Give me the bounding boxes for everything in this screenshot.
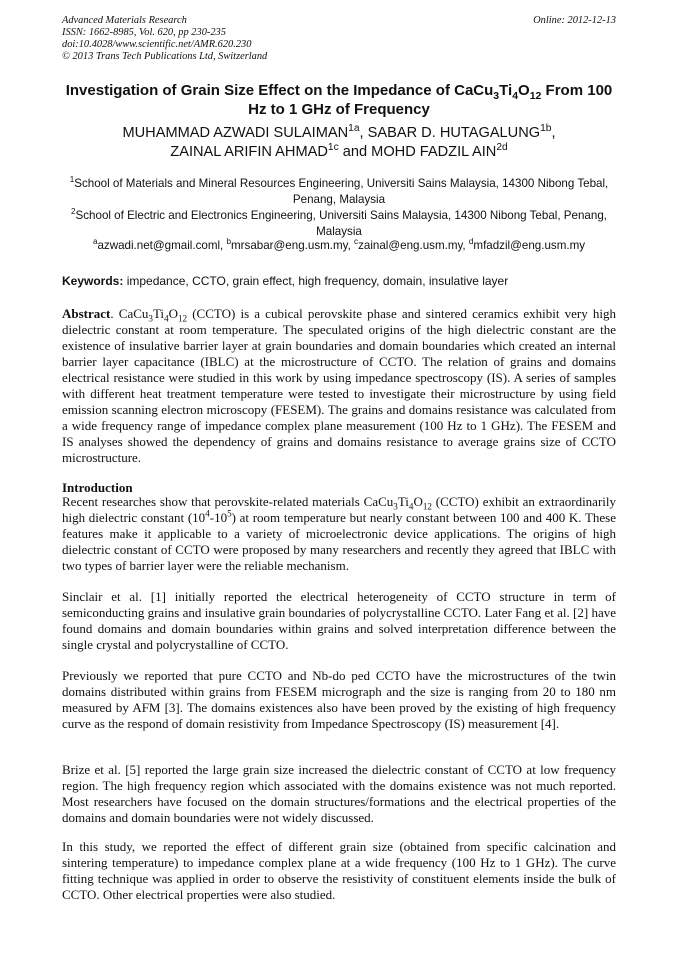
journal-name: Advanced Materials Research [62, 15, 187, 26]
email-address: mfadzil@eng.usm.my [473, 239, 586, 252]
title-subscript: 3 [493, 90, 500, 102]
author-marker: 1c [327, 142, 339, 154]
title-part: From 100 Hz to 1 GHz of Frequency [248, 82, 613, 118]
intro-paragraph-4: Brize et al. [5] reported the large grain size increased the dielectric constant of CCTO at low frequency region. The high frequency region which associated with the domains existence was not much reported. Most researchers have focused on the domain structures/formations and the electrical properties of the domains and domain boundaries were not widely discussed. [62, 762, 616, 825]
formula-subscript: 12 [422, 501, 432, 512]
formula-subscript: 12 [178, 313, 188, 324]
abstract-paragraph: Abstract. $CaCu_3Ti_4O_{12}$ (CCTO) is a cubical perovskite phase and sintered ceramics exhibit very high dielectric constant at room temperature. The speculated origins of the high dielectric constant are the existence of insulative barrier layer at grain boundaries and domain boundaries which created an internal barrier layer capacitance (IBLC) at the microstructure of CCTO. The relation of grains and domains electrical resistance were studied in this work by using impedance spectroscopy (IS). A series of samples with different heat treatment temperature were tested to investigate their microstructure by using field emission scanning electron microscopy (FESEM). The grains and domains resistance was calculated from a wide frequency range of impedance complex plane measurement (100 Hz to 1 GHz). The FESEM and IS analyses showed the dependency of grains and domains resistance to average grains size of CCTO microstructure. [62, 306, 617, 465]
affiliation-marker: 2 [71, 207, 76, 217]
email-marker: d [468, 237, 474, 247]
title-part: Investigation of Grain Size Effect on the Impedance of CaCu [65, 82, 494, 99]
formula-subscript: 4 [164, 313, 169, 324]
author-separator: and [338, 144, 372, 160]
author-separator: , [359, 125, 368, 141]
formula-part: Ti [152, 306, 165, 321]
affiliation-marker: 1 [69, 175, 75, 185]
author-name: ZAINAL ARIFIN AHMAD [170, 144, 328, 160]
paragraph-text: (CCTO) exhibit an extraordinarily high dielectric constant (10 [62, 494, 616, 525]
author-marker: 1a [348, 123, 360, 135]
affiliation-text: School of Materials and Mineral Resources Engineering, Universiti Sains Malaysia, 14300 Nibong Tebal, Penang, Malaysia [74, 177, 609, 206]
abstract-label: Abstract [62, 306, 111, 321]
keywords-line [62, 274, 616, 289]
affiliation-text: School of Electric and Electronics Engineering, Universiti Sains Malaysia, 14300 Nibong Tebal, Penang, Malaysia [75, 209, 607, 238]
author-name: MOHD FADZIL AIN [371, 144, 497, 160]
email-address: mrsabar@eng.usm.my, [231, 239, 355, 252]
intro-paragraph-5: In this study, we reported the effect of different grain size (obtained from specific calcination and sintering temperature) to impedance complex plane at a wide frequency (100 Hz to 1 GHz). The curve fitting technique was applied in order to observe the resistivity of constituent elements inside the bulk of CCTO. Other electrical properties were also studied. [62, 839, 616, 902]
author-name: SABAR D. HUTAGALUNG [367, 125, 541, 141]
email-marker: c [354, 237, 359, 247]
paper-title [60, 81, 618, 119]
exponent: 5 [227, 508, 232, 519]
email-marker: b [226, 237, 232, 247]
author-separator: , [551, 125, 556, 141]
abstract-text: (CCTO) is a cubical perovskite phase and sintered ceramics exhibit very high dielectric constant at room temperature. The speculated origins of the high dielectric constant are the existence of insulative barrier layer at grain boundaries and domain boundaries which created an internal barrier layer capacitance (IBLC) at the microstructure of CCTO. The relation of grains and domains electrical resistance were studied in this work by using impedance spectroscopy (IS). A series of samples with different heat treatment temperature were tested to investigate their microstructure by using field emission scanning electron microscopy (FESEM). The grains and domains resistance was calculated from a wide frequency range of impedance complex plane measurement (100 Hz to 1 GHz). The FESEM and IS analyses showed the dependency of grains and domains resistance to average grains size of CCTO microstructure. [62, 306, 617, 465]
email-address: zainal@eng.usm.my, [358, 239, 469, 252]
author-name: MUHAMMAD AZWADI SULAIMAN [122, 125, 349, 141]
exponent: 4 [205, 508, 210, 519]
paragraph-text: Ti [397, 494, 409, 509]
paragraph-text: O [413, 494, 423, 509]
affiliation-2 [60, 208, 618, 239]
author-marker: 1b [540, 123, 552, 135]
issn-line: ISSN: 1662-8985, Vol. 620, pp 230-235 [62, 27, 226, 38]
doi-line: doi:10.4028/www.scientific.net/AMR.620.230 [62, 39, 252, 50]
email-marker: a [92, 237, 98, 247]
formula-part: CaCu [118, 306, 149, 321]
paragraph-text: ) at room temperature but nearly constant between 100 and 400 K. These features make it applicable to a variety of microelectronic device applications. The origins of high dielectric constant of CCTO were proposed by many researchers and recently they agreed that IBLC with two types of barrier layer were the reliable mechanism. [62, 510, 617, 573]
keywords-text: impedance, CCTO, grain effect, high frequency, domain, insulative layer [123, 274, 509, 288]
paragraph-text: Recent researches show that perovskite-related materials CaCu [62, 494, 394, 509]
title-part: O [518, 82, 530, 99]
formula-part: O [168, 306, 178, 321]
intro-paragraph-2: Sinclair et al. [1] initially reported the electrical heterogeneity of CCTO structure in term of semiconducting grains and insulative grain boundaries of polycrystalline CCTO. Later Fang et al. [2] have found domains and domain boundaries within grains and solved interpretation difference between the single crystal and polycrystalline of CCTO. [62, 589, 616, 652]
formula-subscript: 3 [148, 313, 153, 324]
email-address: azwadi.net@gmail.coml, [97, 239, 227, 252]
author-list [60, 124, 618, 162]
affiliation-1 [60, 176, 618, 207]
author-marker: 2d [496, 142, 508, 154]
title-subscript: 12 [529, 90, 542, 102]
formula-subscript: 3 [393, 501, 398, 512]
paragraph-text: -10 [209, 510, 228, 525]
introduction-heading: Introduction [62, 480, 133, 495]
title-part: Ti [499, 82, 513, 99]
copyright-line: © 2013 Trans Tech Publications Ltd, Switzerland [62, 51, 268, 62]
keywords-label: Keywords: [62, 274, 124, 288]
formula-subscript: 4 [408, 501, 414, 512]
intro-paragraph-1 [62, 494, 616, 574]
title-subscript: 4 [512, 90, 519, 102]
online-date: Online: 2012-12-13 [533, 15, 616, 26]
journal-header [62, 15, 616, 63]
intro-paragraph-3: Previously we reported that pure CCTO and Nb-do ped CCTO have the microstructures of the twin domains distributed within grains from FESEM micrograph and the size is ranging from 20 to 180 nm measured by AFM [3]. The domains existences also have been proved by the existing of high frequency curve as the respond of domain resistivity from Impedance Spectroscopy (IS) measurement [4]. [62, 668, 616, 731]
email-list [60, 238, 618, 254]
